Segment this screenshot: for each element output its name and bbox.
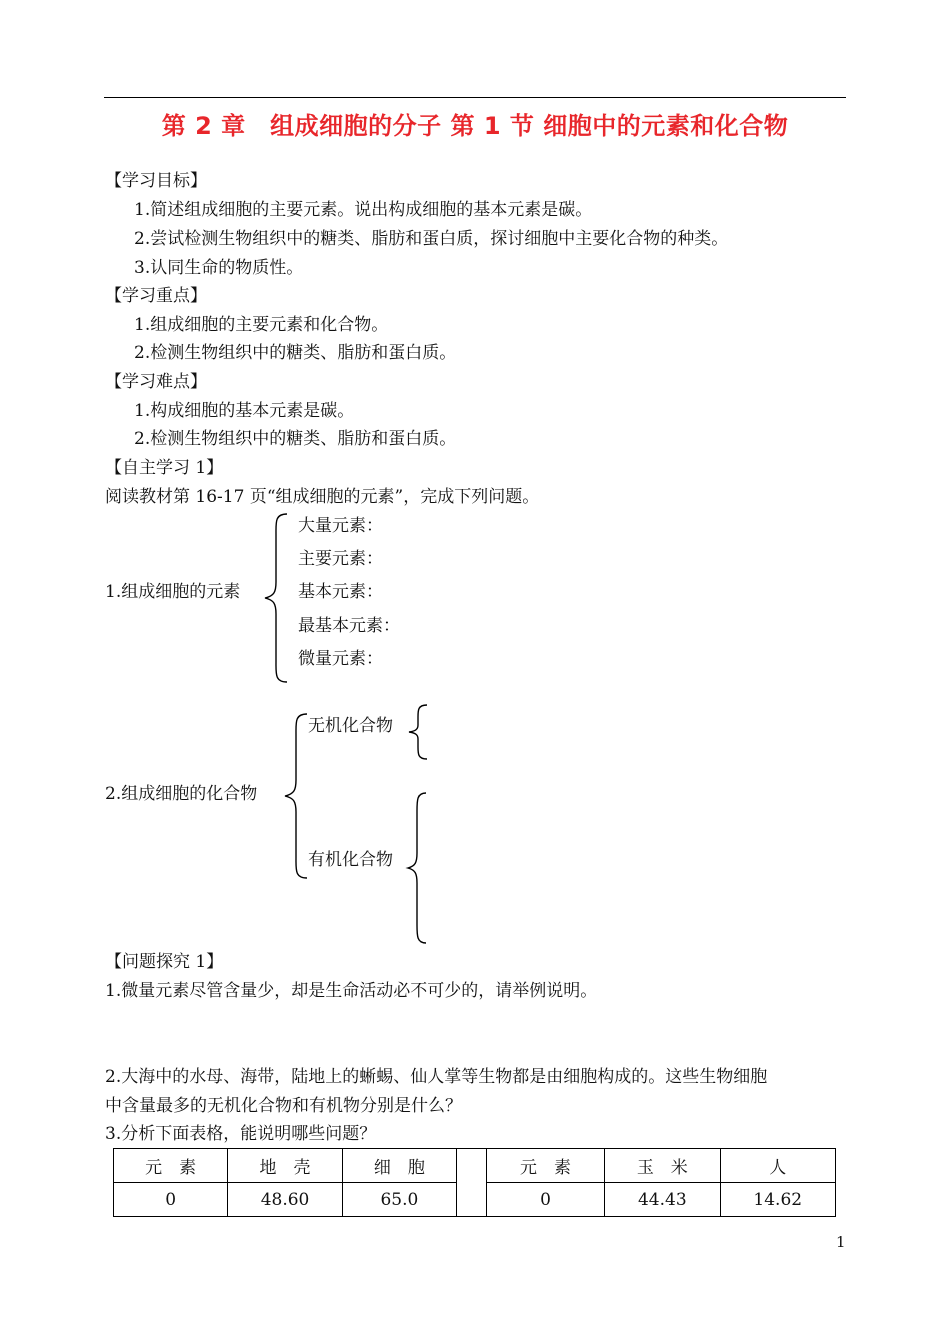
- table-header-cell: 人: [720, 1149, 835, 1183]
- difficulty-item-1: 1.构成细胞的基本元素是碳。: [134, 401, 355, 421]
- header-rule: [104, 97, 846, 98]
- element-branch-trace: 微量元素：: [298, 649, 383, 669]
- inquiry-question-3: 3.分析下面表格，能说明哪些问题？: [105, 1124, 377, 1144]
- table-header-cell: 细 胞: [342, 1149, 456, 1183]
- table-cell: 14.62: [720, 1183, 835, 1217]
- table-cell: 0: [114, 1183, 228, 1217]
- page-title: 第 2 章 组成细胞的分子 第 1 节 细胞中的元素和化合物: [161, 112, 789, 140]
- element-branch-basic: 基本元素：: [298, 582, 383, 602]
- inorganic-brace: [405, 703, 431, 761]
- inquiry-question-2-line-2: 中含量最多的无机化合物和有机物分别是什么？: [105, 1096, 462, 1116]
- table-header-cell: 元 素: [486, 1149, 604, 1183]
- organic-compound-label: 有机化合物: [308, 850, 393, 870]
- table-row: [114, 1149, 836, 1183]
- element-content-table: [113, 1148, 836, 1217]
- element-branch-main: 主要元素：: [298, 549, 383, 569]
- table-header-cell: 地 壳: [228, 1149, 342, 1183]
- key-points-heading: 【学习重点】: [105, 286, 207, 306]
- inquiry-heading: 【问题探究 1】: [105, 952, 224, 972]
- inquiry-question-1: 1.微量元素尽管含量少，却是生命活动必不可少的，请举例说明。: [105, 981, 598, 1001]
- difficulty-item-2: 2.检测生物组织中的糖类、脂肪和蛋白质。: [134, 429, 457, 449]
- objective-item-3: 3.认同生命的物质性。: [134, 258, 304, 278]
- objectives-heading: 【学习目标】: [105, 171, 207, 191]
- organic-brace: [404, 791, 430, 945]
- key-point-item-2: 2.检测生物组织中的糖类、脂肪和蛋白质。: [134, 343, 457, 363]
- element-branch-most-basic: 最基本元素：: [298, 616, 400, 636]
- difficulties-heading: 【学习难点】: [105, 372, 207, 392]
- inorganic-compound-label: 无机化合物: [308, 716, 393, 736]
- table-gap: [457, 1149, 487, 1217]
- table-header-cell: 元 素: [114, 1149, 228, 1183]
- objective-item-2: 2.尝试检测生物组织中的糖类、脂肪和蛋白质，探讨细胞中主要化合物的种类。: [134, 229, 729, 249]
- table-cell: 44.43: [605, 1183, 720, 1217]
- inquiry-question-2-line-1: 2.大海中的水母、海带，陆地上的蜥蜴、仙人掌等生物都是由细胞构成的。这些生物细胞: [105, 1067, 768, 1087]
- element-branch-major: 大量元素：: [298, 516, 383, 536]
- table-cell: 0: [486, 1183, 604, 1217]
- compounds-label: 2.组成细胞的化合物: [105, 784, 258, 804]
- elements-label: 1.组成细胞的元素: [105, 582, 241, 602]
- table-header-cell: 玉 米: [605, 1149, 720, 1183]
- objective-item-1: 1.简述组成细胞的主要元素。说出构成细胞的基本元素是碳。: [134, 200, 593, 220]
- self-study-intro: 阅读教材第 16-17 页“组成细胞的元素”，完成下列问题。: [105, 487, 540, 507]
- table-cell: 65.0: [342, 1183, 456, 1217]
- elements-brace: [262, 512, 292, 684]
- self-study-heading: 【自主学习 1】: [105, 458, 224, 478]
- key-point-item-1: 1.组成细胞的主要元素和化合物。: [134, 315, 389, 335]
- table-cell: 48.60: [228, 1183, 342, 1217]
- page-number: 1: [836, 1233, 846, 1251]
